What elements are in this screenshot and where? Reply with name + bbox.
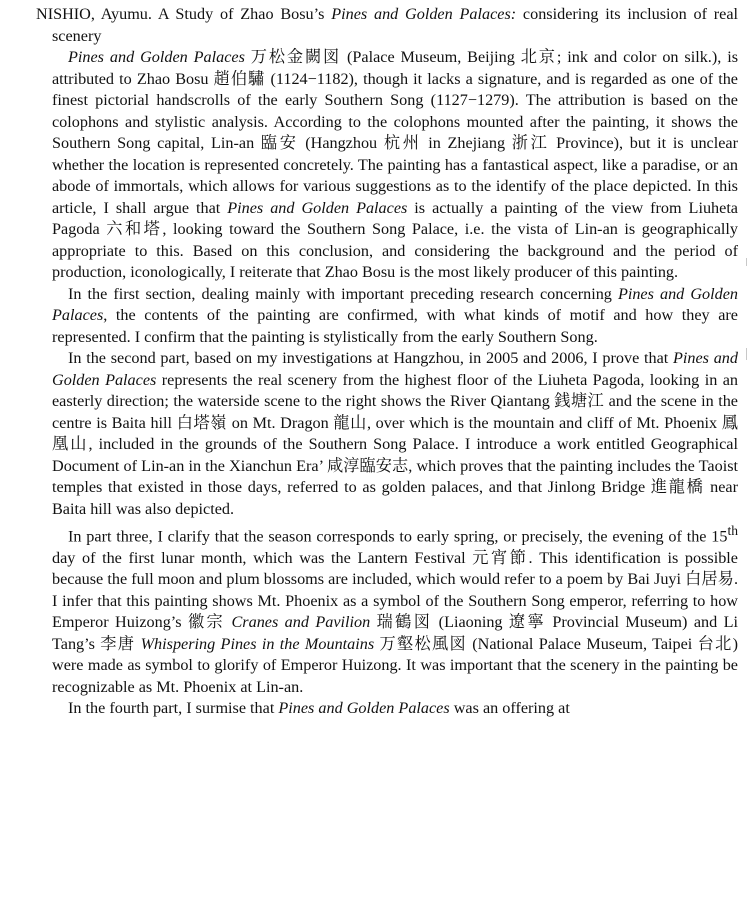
- text-run: is actually a painting of the view from Liuheta Pagoda 六和塔, looking toward the Southern Song Palace, i.e. the vista of Lin-an is geographically appropriate to this. Based on this conclusion, and considering the background and the period of production, iconologically, I reiterate that Zhao Bosu is the most likely producer of this painting.: [52, 198, 738, 281]
- title-prefix: A Study of Zhao Bosu’s: [157, 5, 332, 23]
- superscript-run: th: [727, 523, 738, 538]
- italic-title-run: Pines and Golden Palaces: [68, 48, 245, 66]
- abstract-paragraph: [36, 348, 738, 520]
- scan-margin-mark: [746, 348, 747, 360]
- text-run: 万壑松風図 (National Palace Museum, Taipei 台北) were made as symbol to glorify of Emperor Huizong. It was important that the scenery in the painting be recognizable as Mt. Phoenix at Lin-an.: [52, 634, 738, 696]
- italic-title-run: Pines and Golden Palaces: [227, 198, 408, 217]
- text-run: 万松金闕図 (Palace Museum, Beijing 北京; ink and color on silk.), is attributed to Zhao Bosu 趙伯驌 (1124−1182), though it lacks a signature, and is regarded as one of the finest pictorial handscrolls of the early Southern Song (1127−1279). The attribution is based on the colophons and stylistic analysis. According to the colophons mounted after the painting, it shows the Southern Song capital, Lin-an 臨安 (Hangzhou 杭州 in Zhejiang 浙江 Province), but it is unclear whether the location is represented concretely. The painting has a fantastical aspect, like a paradise, or an abode of immortals, which allows for various suggestions as to the identify of the place depicted. In this article, I shall argue that: [52, 48, 739, 217]
- text-run: was an offering at: [449, 699, 570, 718]
- text-run: represents the real scenery from the highest floor of the Liuheta Pagoda, looking in an easterly direction; the waterside scene to the right shows the River Qiantang 銭塘江 and the scene in the centre is Baita hill 白塔嶺 on Mt. Dragon 龍山, over which is the mountain and cliff of Mt. Phoenix 鳳凰山, included in the grounds of the Southern Song Palace. I introduce a work entitled Geographical Document of Lin-an in the Xianchun Era’ 咸淳臨安志, which proves that the painting includes the Taoist temples that existed in those days, referred to as golden palaces, and that Jinlong Bridge 進龍橋 near Baita hill was also depicted.: [52, 370, 738, 518]
- text-run: , the contents of the painting are confirmed, with what kinds of motif and how they are represented. I confirm that the painting is stylistically from the early Southern Song.: [52, 306, 738, 346]
- citation-header: [36, 4, 738, 47]
- abstract-paragraph: [36, 284, 738, 349]
- scan-margin-mark: [746, 258, 747, 266]
- title-suffix: considering its inclusion of real scenery: [52, 5, 739, 45]
- title-italic: Pines and Golden Palaces:: [331, 5, 517, 23]
- italic-title-run: Pines and Golden Palaces: [52, 349, 738, 389]
- italic-title-run: Pines and Golden Palaces: [52, 284, 738, 324]
- text-run: In the fourth part, I surmise that: [68, 699, 279, 718]
- italic-title-run: Whispering Pines in the Mountains: [140, 634, 375, 653]
- text-run: In part three, I clarify that the season corresponds to early spring, or precisely, the evening of the 15: [68, 527, 728, 546]
- author-name: NISHIO, Ayumu.: [36, 5, 152, 23]
- italic-title-run: Pines and Golden Palaces: [278, 699, 450, 718]
- abstract-paragraph: [36, 698, 738, 720]
- abstract-paragraph: [36, 47, 738, 284]
- abstract-paragraph: [36, 520, 738, 698]
- text-run: 瑞鶴図 (Liaoning 遼寧 Provincial Museum) and Li Tang’s 李唐: [52, 613, 738, 653]
- text-run: In the second part, based on my investigations at Hangzhou, in 2005 and 2006, I prove that: [68, 349, 674, 367]
- italic-title-run: Cranes and Pavilion: [231, 613, 371, 632]
- text-run: day of the first lunar month, which was the Lantern Festival 元宵節. This identification is possible because the full moon and plum blossoms are included, which would refer to a poem by Bai Juyi 白居易. I infer that this painting shows Mt. Phoenix as a symbol of the Southern Song emperor, referring to how Emperor Huizong’s 徽宗: [52, 548, 738, 632]
- text-run: In the first section, dealing mainly with important preceding research concerning: [68, 284, 618, 303]
